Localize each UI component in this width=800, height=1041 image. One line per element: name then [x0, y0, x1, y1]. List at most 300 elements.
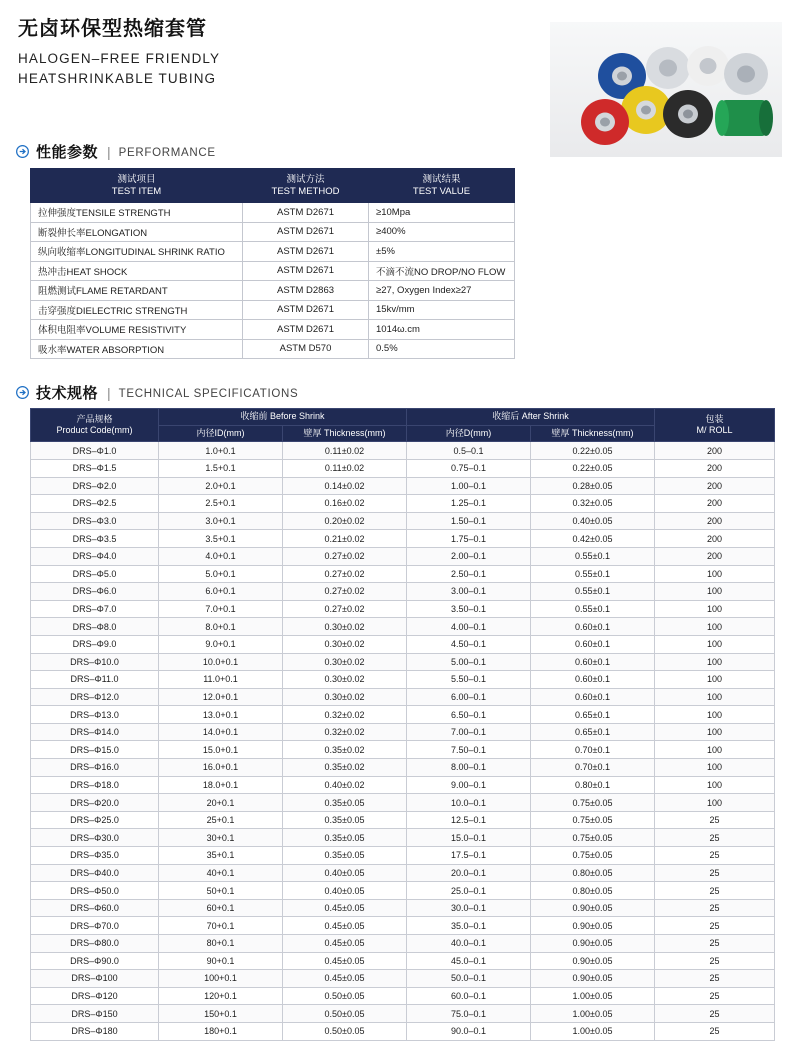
- col-before-thickness-en: Thickness(mm): [324, 427, 386, 438]
- cell-product-code: DRS–Φ20.0: [31, 794, 159, 812]
- cell-product-code: DRS–Φ10.0: [31, 653, 159, 671]
- cell-before-id: 3.5+0.1: [159, 530, 283, 548]
- cell-packaging: 100: [655, 653, 775, 671]
- table-row: [31, 459, 775, 477]
- section-separator: |: [107, 143, 111, 160]
- cell-packaging: 100: [655, 600, 775, 618]
- cell-before-id: 11.0+0.1: [159, 671, 283, 689]
- table-row: [31, 1022, 775, 1040]
- cell-product-code: DRS–Φ150: [31, 1005, 159, 1023]
- cell-before-id: 1.5+0.1: [159, 459, 283, 477]
- cell-packaging: 25: [655, 987, 775, 1005]
- cell-after-id: 8.00–0.1: [407, 759, 531, 777]
- cell-packaging: 25: [655, 935, 775, 953]
- cell-after-thickness: 0.55±0.1: [531, 565, 655, 583]
- cell-product-code: DRS–Φ180: [31, 1022, 159, 1040]
- cell-before-id: 25+0.1: [159, 811, 283, 829]
- cell-after-thickness: 0.55±0.1: [531, 583, 655, 601]
- cell-before-thickness: 0.14±0.02: [283, 477, 407, 495]
- cell-test-item: 吸水率WATER ABSORPTION: [31, 339, 243, 359]
- cell-before-id: 60+0.1: [159, 899, 283, 917]
- cell-after-id: 1.50–0.1: [407, 512, 531, 530]
- cell-before-id: 150+0.1: [159, 1005, 283, 1023]
- cell-before-id: 2.0+0.1: [159, 477, 283, 495]
- cell-product-code: DRS–Φ60.0: [31, 899, 159, 917]
- cell-test-method: ASTM D2671: [243, 242, 369, 262]
- table-row: [31, 759, 775, 777]
- cell-packaging: 25: [655, 864, 775, 882]
- cell-after-thickness: 0.75±0.05: [531, 811, 655, 829]
- cell-after-thickness: 0.55±0.1: [531, 600, 655, 618]
- cell-before-id: 80+0.1: [159, 935, 283, 953]
- table-row: [31, 300, 515, 320]
- cell-test-item: 纵向收缩率LONGITUDINAL SHRINK RATIO: [31, 242, 243, 262]
- cell-after-thickness: 0.60±0.1: [531, 671, 655, 689]
- cell-after-id: 30.0–0.1: [407, 899, 531, 917]
- cell-product-code: DRS–Φ50.0: [31, 882, 159, 900]
- cell-product-code: DRS–Φ3.0: [31, 512, 159, 530]
- table-row: [31, 583, 775, 601]
- table-row: [31, 987, 775, 1005]
- page-title-en: [18, 49, 518, 88]
- table-row: [31, 512, 775, 530]
- cell-before-thickness: 0.35±0.05: [283, 829, 407, 847]
- table-row: [31, 864, 775, 882]
- cell-after-id: 5.50–0.1: [407, 671, 531, 689]
- cell-before-id: 5.0+0.1: [159, 565, 283, 583]
- cell-before-thickness: 0.45±0.05: [283, 899, 407, 917]
- cell-product-code: DRS–Φ90.0: [31, 952, 159, 970]
- cell-packaging: 100: [655, 776, 775, 794]
- cell-before-thickness: 0.27±0.02: [283, 583, 407, 601]
- cell-before-id: 35+0.1: [159, 847, 283, 865]
- cell-packaging: 200: [655, 495, 775, 513]
- cell-after-id: 17.5–0.1: [407, 847, 531, 865]
- cell-after-thickness: 0.90±0.05: [531, 899, 655, 917]
- cell-after-thickness: 0.60±0.1: [531, 653, 655, 671]
- cell-product-code: DRS–Φ2.5: [31, 495, 159, 513]
- cell-packaging: 200: [655, 547, 775, 565]
- cell-after-thickness: 0.75±0.05: [531, 794, 655, 812]
- cell-after-id: 2.50–0.1: [407, 565, 531, 583]
- col-after-id: [407, 425, 531, 442]
- cell-before-thickness: 0.27±0.02: [283, 547, 407, 565]
- cell-product-code: DRS–Φ16.0: [31, 759, 159, 777]
- cell-before-thickness: 0.27±0.02: [283, 565, 407, 583]
- cell-test-item: 热冲击HEAT SHOCK: [31, 261, 243, 281]
- cell-before-id: 16.0+0.1: [159, 759, 283, 777]
- table-row: [31, 600, 775, 618]
- cell-packaging: 25: [655, 970, 775, 988]
- cell-after-thickness: 0.80±0.1: [531, 776, 655, 794]
- cell-before-id: 12.0+0.1: [159, 688, 283, 706]
- page-header: [18, 18, 518, 88]
- table-row: [31, 495, 775, 513]
- cell-before-thickness: 0.27±0.02: [283, 600, 407, 618]
- page-title-en-line2: HEATSHRINKABLE TUBING: [18, 70, 217, 86]
- cell-after-id: 12.5–0.1: [407, 811, 531, 829]
- table-row: [31, 242, 515, 262]
- cell-after-id: 25.0–0.1: [407, 882, 531, 900]
- cell-after-id: 6.00–0.1: [407, 688, 531, 706]
- cell-after-thickness: 0.80±0.05: [531, 864, 655, 882]
- cell-after-id: 1.00–0.1: [407, 477, 531, 495]
- section-title-en: TECHNICAL SPECIFICATIONS: [118, 387, 299, 400]
- cell-before-thickness: 0.35±0.02: [283, 759, 407, 777]
- cell-packaging: 100: [655, 565, 775, 583]
- cell-packaging: 200: [655, 530, 775, 548]
- table-row: [31, 530, 775, 548]
- cell-after-thickness: 0.42±0.05: [531, 530, 655, 548]
- cell-test-item: 体积电阻率VOLUME RESISTIVITY: [31, 320, 243, 340]
- cell-packaging: 100: [655, 688, 775, 706]
- table-row: [31, 671, 775, 689]
- section-title-cn: 性能参数: [36, 144, 99, 161]
- col-after-id-en: D(mm): [463, 427, 492, 438]
- cell-before-thickness: 0.45±0.05: [283, 935, 407, 953]
- col-packaging-cn: 包装: [705, 413, 724, 424]
- cell-before-thickness: 0.35±0.05: [283, 811, 407, 829]
- specifications-table-container: [30, 408, 774, 1041]
- cell-after-thickness: 1.00±0.05: [531, 987, 655, 1005]
- cell-product-code: DRS–Φ25.0: [31, 811, 159, 829]
- cell-test-item: 拉伸强度TENSILE STRENGTH: [31, 203, 243, 223]
- table-row: [31, 723, 775, 741]
- col-product-code-en: Product Code(mm): [56, 425, 133, 436]
- cell-before-id: 14.0+0.1: [159, 723, 283, 741]
- diamond-arrow-icon: [16, 386, 29, 399]
- cell-after-id: 10.0–0.1: [407, 794, 531, 812]
- cell-before-thickness: 0.50±0.05: [283, 1005, 407, 1023]
- cell-packaging: 25: [655, 917, 775, 935]
- table-row: [31, 899, 775, 917]
- cell-packaging: 100: [655, 759, 775, 777]
- col-test-value: [369, 169, 515, 203]
- cell-after-id: 1.25–0.1: [407, 495, 531, 513]
- col-product-code: [31, 409, 159, 442]
- cell-test-method: ASTM D2671: [243, 203, 369, 223]
- table-row: [31, 829, 775, 847]
- cell-after-thickness: 0.22±0.05: [531, 442, 655, 460]
- diamond-arrow-icon: [16, 145, 29, 158]
- section-heading-technical: [16, 382, 298, 403]
- cell-before-thickness: 0.20±0.02: [283, 512, 407, 530]
- cell-before-id: 9.0+0.1: [159, 635, 283, 653]
- cell-after-thickness: 0.60±0.1: [531, 635, 655, 653]
- cell-product-code: DRS–Φ12.0: [31, 688, 159, 706]
- cell-packaging: 25: [655, 1022, 775, 1040]
- cell-before-id: 2.5+0.1: [159, 495, 283, 513]
- cell-before-id: 100+0.1: [159, 970, 283, 988]
- cell-before-id: 180+0.1: [159, 1022, 283, 1040]
- cell-product-code: DRS–Φ9.0: [31, 635, 159, 653]
- specifications-table: [30, 408, 775, 1041]
- cell-after-thickness: 0.60±0.1: [531, 618, 655, 636]
- cell-after-thickness: 1.00±0.05: [531, 1005, 655, 1023]
- col-test-method-en: TEST METHOD: [271, 185, 340, 197]
- section-separator: |: [107, 384, 111, 401]
- cell-after-thickness: 0.65±0.1: [531, 706, 655, 724]
- col-before-id-cn: 内径: [196, 427, 215, 438]
- performance-table-container: [30, 168, 514, 359]
- cell-after-thickness: 0.90±0.05: [531, 952, 655, 970]
- cell-after-id: 15.0–0.1: [407, 829, 531, 847]
- cell-before-id: 50+0.1: [159, 882, 283, 900]
- table-row: [31, 281, 515, 301]
- cell-before-thickness: 0.30±0.02: [283, 688, 407, 706]
- cell-after-thickness: 0.55±0.1: [531, 547, 655, 565]
- cell-before-thickness: 0.16±0.02: [283, 495, 407, 513]
- cell-after-id: 6.50–0.1: [407, 706, 531, 724]
- cell-after-thickness: 0.70±0.1: [531, 741, 655, 759]
- page-title-en-line1: HALOGEN–FREE FRIENDLY: [18, 51, 221, 66]
- performance-table-body: [31, 203, 515, 359]
- cell-test-item: 阻燃测试FLAME RETARDANT: [31, 281, 243, 301]
- cell-after-id: 20.0–0.1: [407, 864, 531, 882]
- cell-product-code: DRS–Φ13.0: [31, 706, 159, 724]
- cell-after-thickness: 0.70±0.1: [531, 759, 655, 777]
- cell-before-thickness: 0.45±0.05: [283, 952, 407, 970]
- cell-before-thickness: 0.40±0.05: [283, 864, 407, 882]
- cell-packaging: 200: [655, 477, 775, 495]
- cell-packaging: 200: [655, 442, 775, 460]
- cell-product-code: DRS–Φ5.0: [31, 565, 159, 583]
- cell-test-value: ≥400%: [369, 222, 515, 242]
- col-packaging-en: M/ ROLL: [696, 425, 733, 436]
- table-header-row: [31, 169, 515, 203]
- cell-product-code: DRS–Φ15.0: [31, 741, 159, 759]
- cell-after-thickness: 0.22±0.05: [531, 459, 655, 477]
- cell-packaging: 100: [655, 741, 775, 759]
- col-before-id: [159, 425, 283, 442]
- col-test-method: [243, 169, 369, 203]
- cell-before-thickness: 0.30±0.02: [283, 653, 407, 671]
- cell-test-item: 击穿强度DIELECTRIC STRENGTH: [31, 300, 243, 320]
- col-before-thickness: [283, 425, 407, 442]
- cell-before-id: 10.0+0.1: [159, 653, 283, 671]
- cell-before-id: 90+0.1: [159, 952, 283, 970]
- cell-after-thickness: 0.40±0.05: [531, 512, 655, 530]
- col-test-method-cn: 测试方法: [286, 173, 325, 185]
- page-title-cn: 无卤环保型热缩套管: [18, 18, 207, 40]
- table-row: [31, 741, 775, 759]
- cell-before-thickness: 0.45±0.05: [283, 917, 407, 935]
- cell-packaging: 25: [655, 952, 775, 970]
- col-test-item-en: TEST ITEM: [111, 185, 162, 197]
- cell-after-thickness: 0.65±0.1: [531, 723, 655, 741]
- cell-before-id: 40+0.1: [159, 864, 283, 882]
- cell-before-thickness: 0.11±0.02: [283, 442, 407, 460]
- cell-after-id: 3.00–0.1: [407, 583, 531, 601]
- cell-packaging: 25: [655, 899, 775, 917]
- cell-after-thickness: 0.90±0.05: [531, 970, 655, 988]
- cell-packaging: 25: [655, 811, 775, 829]
- cell-after-thickness: 0.60±0.1: [531, 688, 655, 706]
- table-row: [31, 442, 775, 460]
- cell-packaging: 25: [655, 882, 775, 900]
- cell-before-thickness: 0.11±0.02: [283, 459, 407, 477]
- cell-after-thickness: 0.75±0.05: [531, 829, 655, 847]
- cell-product-code: DRS–Φ2.0: [31, 477, 159, 495]
- cell-after-thickness: 0.90±0.05: [531, 917, 655, 935]
- cell-product-code: DRS–Φ120: [31, 987, 159, 1005]
- performance-table: [30, 168, 515, 359]
- cell-after-id: 50.0–0.1: [407, 970, 531, 988]
- table-row: [31, 565, 775, 583]
- cell-after-id: 7.00–0.1: [407, 723, 531, 741]
- cell-test-value: ≥27, Oxygen Index≥27: [369, 281, 515, 301]
- cell-before-id: 120+0.1: [159, 987, 283, 1005]
- cell-after-id: 0.75–0.1: [407, 459, 531, 477]
- cell-product-code: DRS–Φ1.0: [31, 442, 159, 460]
- cell-packaging: 100: [655, 618, 775, 636]
- cell-after-thickness: 0.80±0.05: [531, 882, 655, 900]
- cell-product-code: DRS–Φ40.0: [31, 864, 159, 882]
- cell-before-thickness: 0.40±0.05: [283, 882, 407, 900]
- table-row: [31, 1005, 775, 1023]
- cell-test-method: ASTM D2671: [243, 261, 369, 281]
- cell-after-thickness: 0.28±0.05: [531, 477, 655, 495]
- cell-product-code: DRS–Φ3.5: [31, 530, 159, 548]
- cell-product-code: DRS–Φ30.0: [31, 829, 159, 847]
- cell-before-thickness: 0.30±0.02: [283, 671, 407, 689]
- col-product-code-cn: 产品规格: [76, 413, 113, 424]
- cell-product-code: DRS–Φ6.0: [31, 583, 159, 601]
- cell-test-value: 不滴不流NO DROP/NO FLOW: [369, 261, 515, 281]
- cell-before-thickness: 0.50±0.05: [283, 1022, 407, 1040]
- table-row: [31, 811, 775, 829]
- cell-packaging: 25: [655, 1005, 775, 1023]
- cell-test-item: 断裂伸长率ELONGATION: [31, 222, 243, 242]
- table-row: [31, 935, 775, 953]
- cell-packaging: 25: [655, 847, 775, 865]
- cell-product-code: DRS–Φ8.0: [31, 618, 159, 636]
- table-row: [31, 653, 775, 671]
- section-title-cn: 技术规格: [36, 385, 99, 402]
- cell-product-code: DRS–Φ1.5: [31, 459, 159, 477]
- col-test-item-cn: 测试项目: [117, 173, 156, 185]
- cell-packaging: 25: [655, 829, 775, 847]
- table-header-row-groups: [31, 409, 775, 426]
- cell-after-id: 3.50–0.1: [407, 600, 531, 618]
- table-row: [31, 320, 515, 340]
- tubing-rolls-illustration: [550, 22, 782, 157]
- table-row: [31, 882, 775, 900]
- cell-packaging: 100: [655, 723, 775, 741]
- cell-after-id: 90.0–0.1: [407, 1022, 531, 1040]
- col-group-after-shrink: 收缩后 After Shrink: [407, 409, 655, 426]
- cell-packaging: 200: [655, 512, 775, 530]
- cell-before-thickness: 0.40±0.02: [283, 776, 407, 794]
- cell-after-id: 4.00–0.1: [407, 618, 531, 636]
- table-row: [31, 339, 515, 359]
- specifications-table-body: [31, 442, 775, 1040]
- col-test-value-en: TEST VALUE: [412, 185, 471, 197]
- cell-product-code: DRS–Φ11.0: [31, 671, 159, 689]
- cell-before-id: 70+0.1: [159, 917, 283, 935]
- cell-before-thickness: 0.32±0.02: [283, 723, 407, 741]
- cell-after-id: 4.50–0.1: [407, 635, 531, 653]
- cell-before-thickness: 0.21±0.02: [283, 530, 407, 548]
- table-row: [31, 203, 515, 223]
- table-row: [31, 222, 515, 242]
- cell-packaging: 100: [655, 635, 775, 653]
- cell-test-value: ≥10Mpa: [369, 203, 515, 223]
- cell-product-code: DRS–Φ35.0: [31, 847, 159, 865]
- cell-after-id: 75.0–0.1: [407, 1005, 531, 1023]
- cell-after-id: 60.0–0.1: [407, 987, 531, 1005]
- cell-before-thickness: 0.30±0.02: [283, 618, 407, 636]
- col-packaging: [655, 409, 775, 442]
- table-row: [31, 776, 775, 794]
- cell-after-id: 35.0–0.1: [407, 917, 531, 935]
- table-row: [31, 547, 775, 565]
- cell-before-thickness: 0.35±0.02: [283, 741, 407, 759]
- cell-before-thickness: 0.32±0.02: [283, 706, 407, 724]
- cell-packaging: 200: [655, 459, 775, 477]
- cell-product-code: DRS–Φ80.0: [31, 935, 159, 953]
- cell-after-id: 0.5–0.1: [407, 442, 531, 460]
- col-group-before-shrink: 收缩前 Before Shrink: [159, 409, 407, 426]
- cell-test-method: ASTM D2671: [243, 222, 369, 242]
- cell-before-id: 4.0+0.1: [159, 547, 283, 565]
- section-heading-performance: [16, 141, 216, 162]
- table-row: [31, 970, 775, 988]
- table-row: [31, 706, 775, 724]
- cell-product-code: DRS–Φ14.0: [31, 723, 159, 741]
- cell-after-thickness: 0.90±0.05: [531, 935, 655, 953]
- cell-before-id: 18.0+0.1: [159, 776, 283, 794]
- cell-before-id: 1.0+0.1: [159, 442, 283, 460]
- cell-after-id: 9.00–0.1: [407, 776, 531, 794]
- cell-before-id: 7.0+0.1: [159, 600, 283, 618]
- cell-product-code: DRS–Φ7.0: [31, 600, 159, 618]
- cell-test-value: 1014ω.cm: [369, 320, 515, 340]
- cell-after-id: 2.00–0.1: [407, 547, 531, 565]
- cell-product-code: DRS–Φ100: [31, 970, 159, 988]
- cell-before-thickness: 0.45±0.05: [283, 970, 407, 988]
- table-row: [31, 261, 515, 281]
- cell-before-id: 30+0.1: [159, 829, 283, 847]
- col-after-thickness-cn: 壁厚: [551, 427, 570, 438]
- col-test-item: [31, 169, 243, 203]
- cell-after-id: 40.0–0.1: [407, 935, 531, 953]
- cell-after-id: 7.50–0.1: [407, 741, 531, 759]
- cell-product-code: DRS–Φ18.0: [31, 776, 159, 794]
- cell-packaging: 100: [655, 671, 775, 689]
- cell-test-value: 15kv/mm: [369, 300, 515, 320]
- table-row: [31, 952, 775, 970]
- cell-test-method: ASTM D2671: [243, 320, 369, 340]
- col-after-id-cn: 内径: [445, 427, 464, 438]
- cell-test-method: ASTM D2863: [243, 281, 369, 301]
- col-after-thickness: [531, 425, 655, 442]
- table-row: [31, 618, 775, 636]
- col-before-thickness-cn: 壁厚: [303, 427, 322, 438]
- cell-before-id: 8.0+0.1: [159, 618, 283, 636]
- table-row: [31, 917, 775, 935]
- cell-after-thickness: 0.32±0.05: [531, 495, 655, 513]
- cell-before-thickness: 0.35±0.05: [283, 794, 407, 812]
- table-row: [31, 794, 775, 812]
- cell-product-code: DRS–Φ4.0: [31, 547, 159, 565]
- cell-before-id: 3.0+0.1: [159, 512, 283, 530]
- table-row: [31, 847, 775, 865]
- table-row: [31, 688, 775, 706]
- cell-test-method: ASTM D2671: [243, 300, 369, 320]
- cell-before-id: 13.0+0.1: [159, 706, 283, 724]
- cell-after-thickness: 0.75±0.05: [531, 847, 655, 865]
